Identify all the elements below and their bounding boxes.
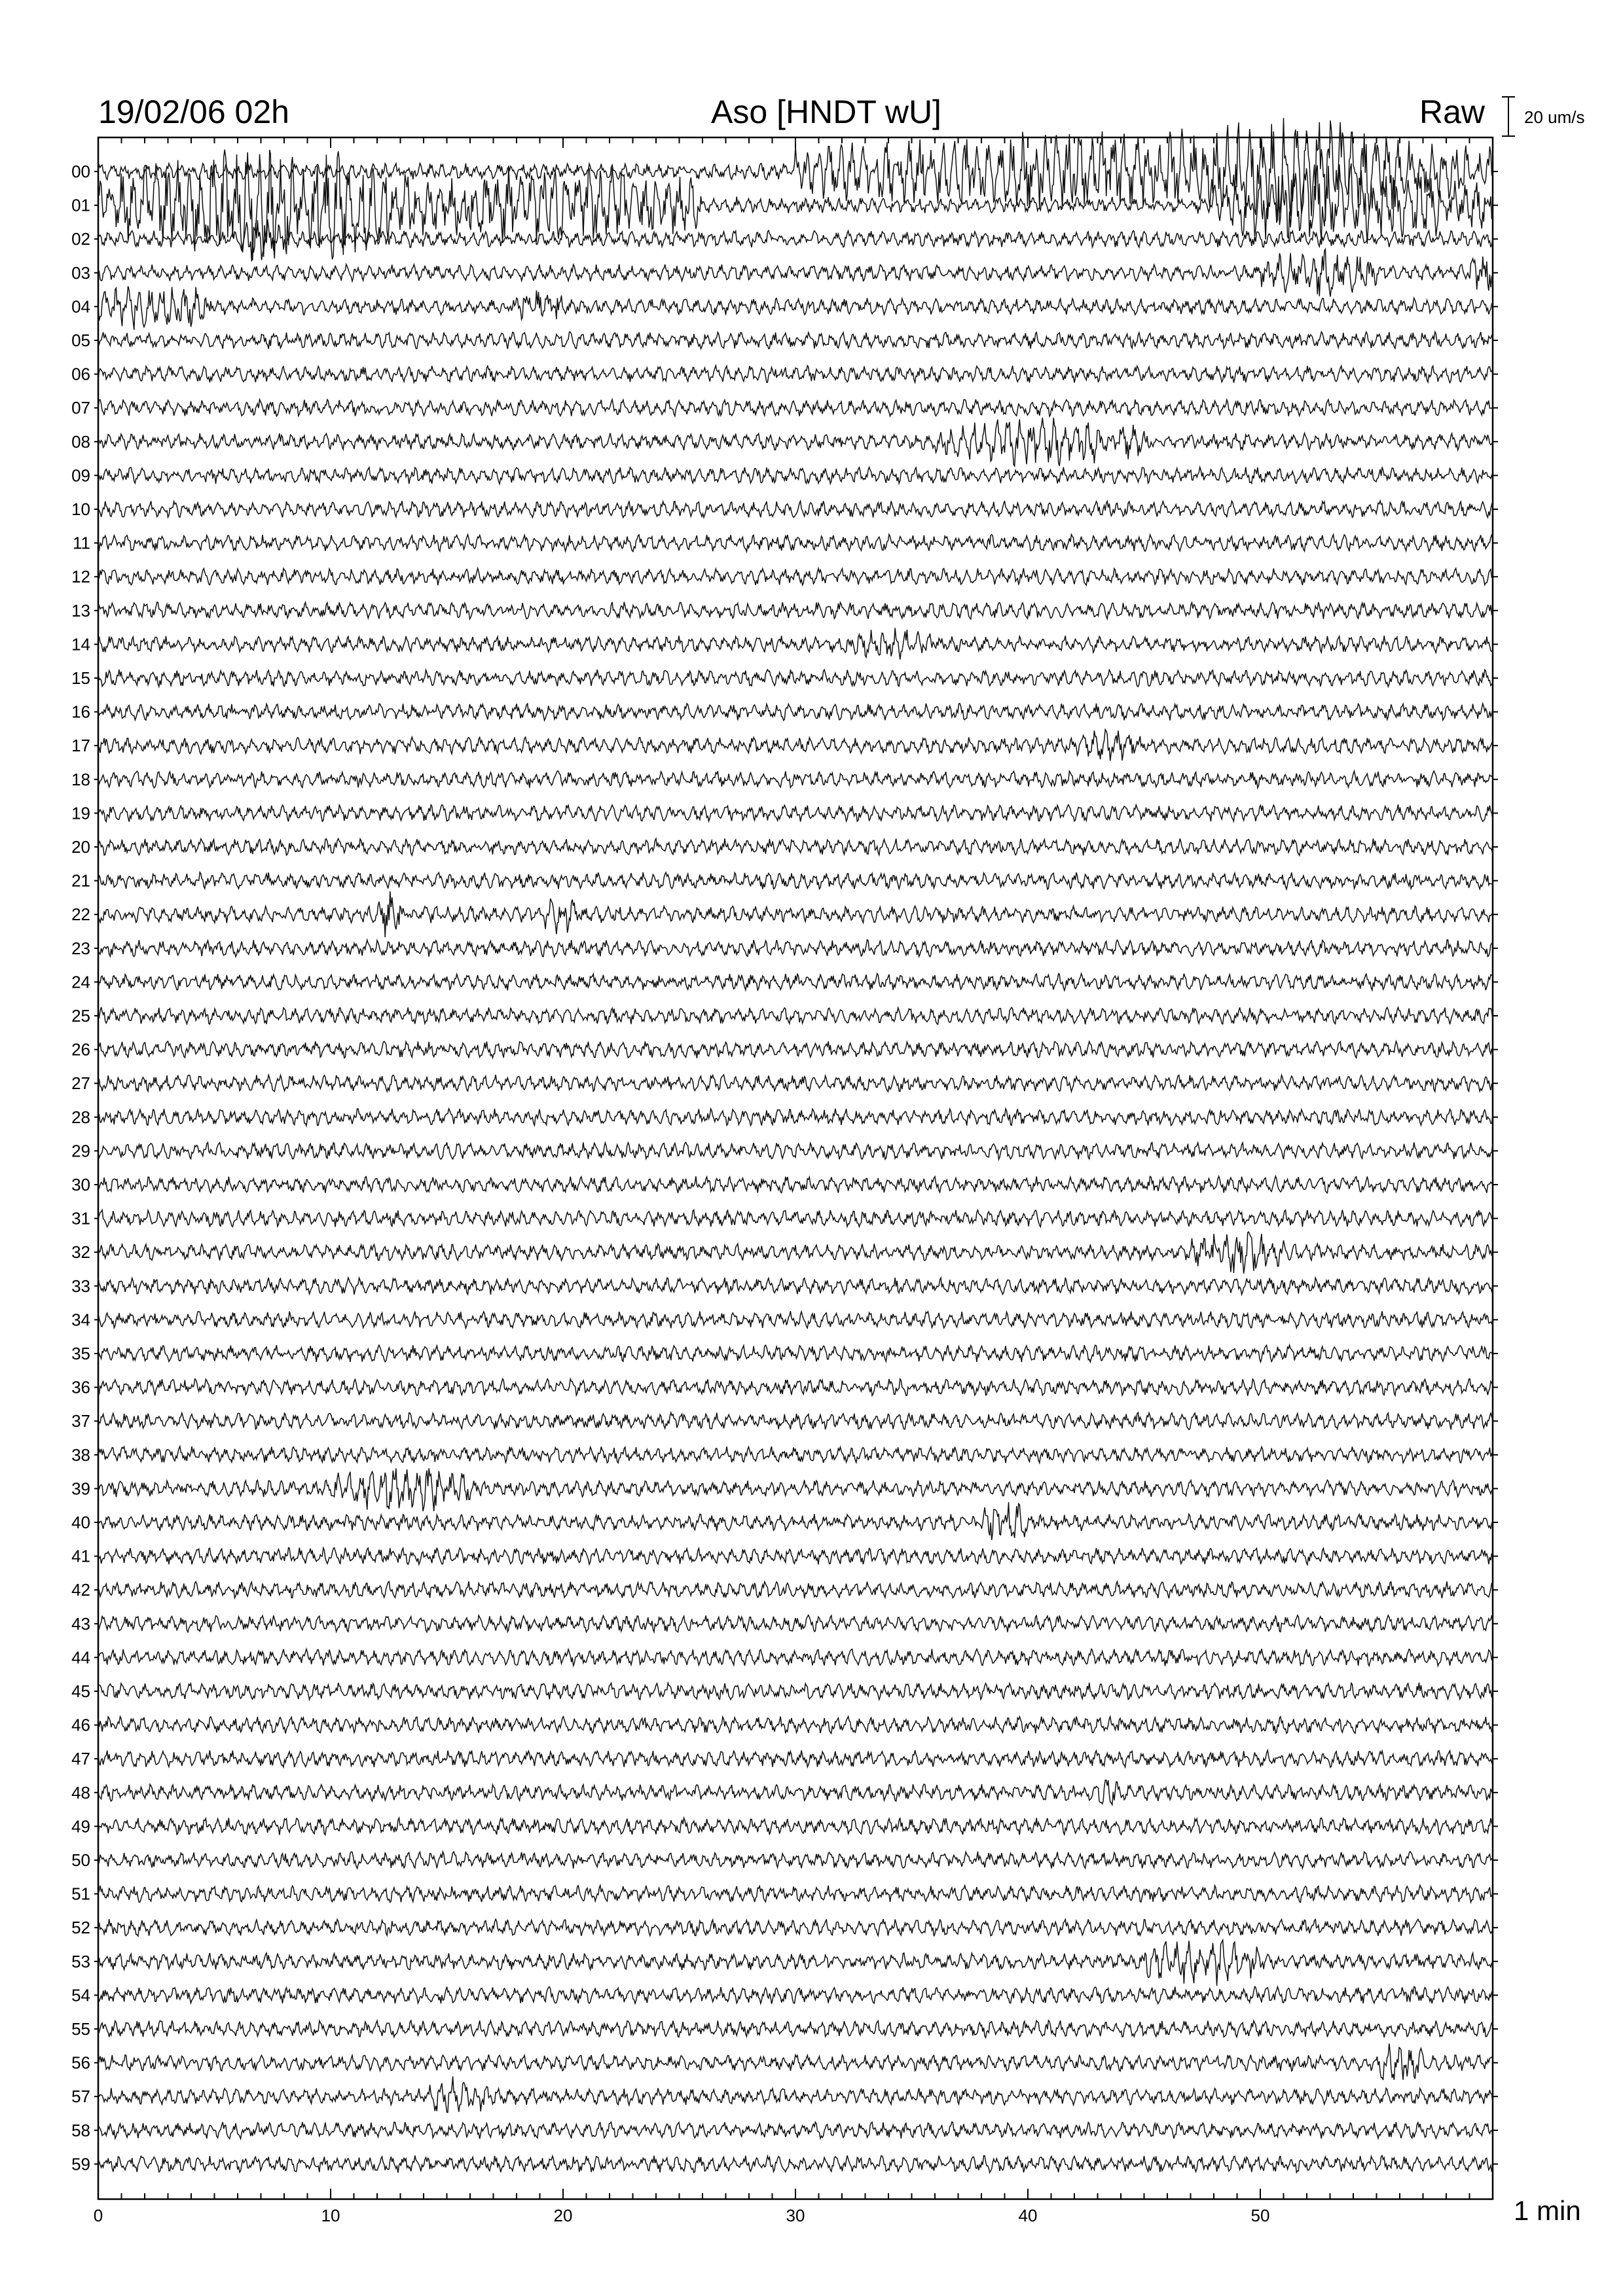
row-label-27: 27 <box>71 1073 90 1094</box>
row-label-30: 30 <box>71 1175 90 1194</box>
row-label-28: 28 <box>71 1107 90 1127</box>
row-label-36: 36 <box>71 1377 90 1397</box>
mode-label: Raw <box>1419 94 1485 130</box>
row-label-56: 56 <box>71 2053 90 2073</box>
row-label-12: 12 <box>71 567 90 587</box>
row-label-18: 18 <box>71 769 90 789</box>
row-label-17: 17 <box>71 736 90 756</box>
row-label-08: 08 <box>71 431 90 452</box>
chart-title: Aso [HNDT wU] <box>711 94 941 130</box>
x-unit-label: 1 min <box>1514 2195 1581 2226</box>
row-label-35: 35 <box>71 1344 90 1363</box>
row-label-04: 04 <box>71 296 90 317</box>
x-tick-label-20: 20 <box>553 2206 573 2225</box>
x-tick-label-10: 10 <box>321 2206 340 2225</box>
row-label-45: 45 <box>71 1681 90 1701</box>
row-label-06: 06 <box>71 364 90 384</box>
row-label-33: 33 <box>71 1276 90 1296</box>
row-label-25: 25 <box>71 1006 90 1026</box>
date-label: 19/02/06 02h <box>98 94 289 130</box>
row-label-41: 41 <box>71 1546 90 1566</box>
row-label-48: 48 <box>71 1782 90 1803</box>
row-label-26: 26 <box>71 1039 90 1060</box>
row-label-00: 00 <box>71 162 90 181</box>
scale-label: 20 um/s <box>1524 107 1585 127</box>
row-label-19: 19 <box>71 803 90 823</box>
row-label-20: 20 <box>71 837 90 857</box>
row-label-59: 59 <box>71 2154 90 2174</box>
row-label-58: 58 <box>71 2120 90 2140</box>
row-label-23: 23 <box>71 938 90 958</box>
row-label-46: 46 <box>71 1715 90 1735</box>
row-label-22: 22 <box>71 905 90 925</box>
row-label-05: 05 <box>71 331 90 350</box>
row-label-49: 49 <box>71 1816 90 1837</box>
row-label-50: 50 <box>71 1850 90 1870</box>
row-label-16: 16 <box>71 702 90 722</box>
row-label-57: 57 <box>71 2087 90 2107</box>
row-label-14: 14 <box>71 634 90 655</box>
row-label-11: 11 <box>73 533 90 553</box>
row-label-09: 09 <box>71 465 90 486</box>
row-label-43: 43 <box>71 1613 90 1634</box>
x-tick-label-0: 0 <box>93 2206 103 2225</box>
row-label-52: 52 <box>71 1918 90 1938</box>
row-label-40: 40 <box>71 1513 90 1532</box>
row-label-37: 37 <box>71 1411 90 1431</box>
x-tick-label-40: 40 <box>1018 2206 1038 2225</box>
row-label-47: 47 <box>71 1749 90 1769</box>
row-label-31: 31 <box>71 1208 90 1229</box>
row-label-13: 13 <box>71 600 90 620</box>
row-label-51: 51 <box>71 1884 90 1904</box>
row-label-07: 07 <box>71 398 90 418</box>
row-label-55: 55 <box>71 2019 90 2039</box>
row-label-34: 34 <box>71 1310 90 1330</box>
row-label-29: 29 <box>71 1141 90 1161</box>
row-label-53: 53 <box>71 1951 90 1971</box>
row-label-02: 02 <box>71 229 90 249</box>
row-label-44: 44 <box>71 1647 90 1668</box>
x-tick-label-30: 30 <box>786 2206 805 2225</box>
x-tick-label-50: 50 <box>1250 2206 1270 2225</box>
row-label-54: 54 <box>71 1985 90 2005</box>
row-label-15: 15 <box>71 668 90 688</box>
row-label-42: 42 <box>71 1580 90 1600</box>
row-label-10: 10 <box>71 499 90 519</box>
row-label-39: 39 <box>71 1479 90 1499</box>
row-label-03: 03 <box>71 262 90 283</box>
row-label-21: 21 <box>71 870 90 891</box>
row-label-01: 01 <box>71 195 90 215</box>
row-label-38: 38 <box>71 1444 90 1465</box>
row-label-24: 24 <box>71 972 90 992</box>
row-label-32: 32 <box>71 1242 90 1263</box>
